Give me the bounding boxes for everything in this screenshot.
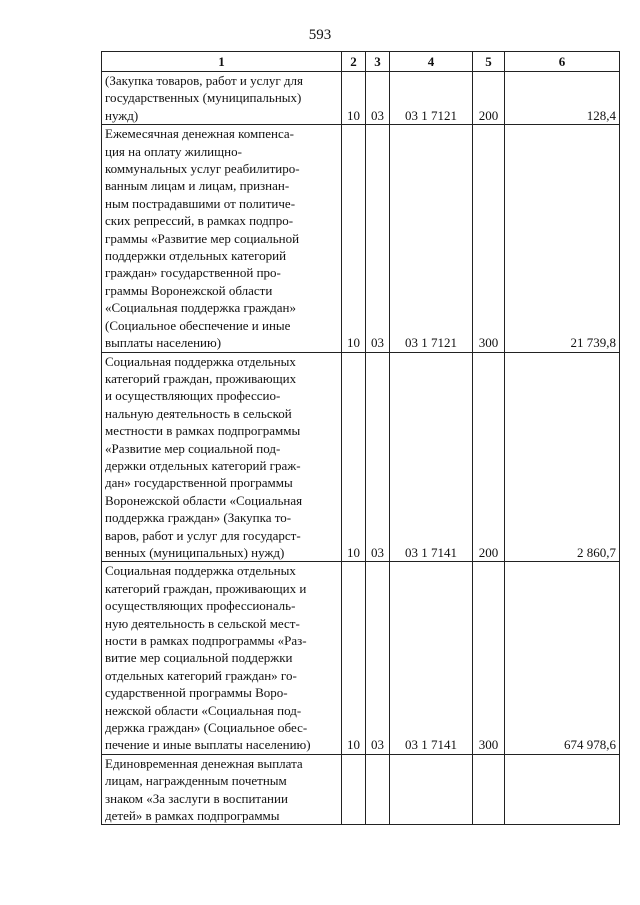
description-line: Единовременная денежная выплата — [105, 755, 303, 771]
amount-cell: 128,4 — [505, 72, 620, 125]
description-line: (Закупка товаров, работ и услуг для — [105, 73, 303, 88]
description-line: (Социальное обеспечение и иные — [105, 317, 291, 333]
description-line: поддержка граждан» (Закупка то- — [105, 510, 292, 526]
description-line: граждан» государственной про- — [105, 265, 281, 281]
description-line: держки отдельных категорий граж- — [105, 457, 301, 473]
table-row — [102, 754, 620, 825]
header-col-4: 4 — [390, 52, 473, 72]
description-line: категорий граждан, проживающих — [105, 370, 297, 386]
description-line: ным пострадавшими от политиче- — [105, 195, 296, 211]
table-row — [102, 125, 620, 352]
expense-type-code-cell: 300 — [473, 562, 505, 754]
description-line: печение и иные выплаты населению) — [105, 737, 311, 753]
section-code-cell: 10 — [342, 562, 366, 754]
description-line: Социальная поддержка отдельных — [105, 353, 296, 369]
expense-type-code-cell: 200 — [473, 352, 505, 562]
subsection-code-cell: 03 — [366, 72, 390, 125]
description-line: ция на оплату жилищно- — [105, 143, 242, 159]
section-code-cell: 10 — [342, 125, 366, 352]
target-article-code-cell — [390, 754, 473, 825]
description-line: «Развитие мер социальной под- — [105, 440, 281, 456]
description-line: ванным лицам и лицам, признан- — [105, 178, 290, 194]
target-article-code-cell: 03 1 7141 — [390, 352, 473, 562]
description-line: ную деятельность в сельской мест- — [105, 615, 300, 631]
description-line: местности в рамках подпрограммы — [105, 423, 301, 439]
description-line: коммунальных услуг реабилитиро- — [105, 161, 300, 177]
description-line: венных (муниципальных) нужд) — [105, 544, 285, 560]
header-col-3: 3 — [366, 52, 390, 72]
description-line: ских репрессий, в рамках подпро- — [105, 213, 294, 229]
description-line: и осуществляющих профессио- — [105, 388, 281, 404]
description-line: категорий граждан, проживающих и — [105, 580, 307, 596]
description-line: «Социальная поддержка граждан» — [105, 300, 296, 316]
description-line: варов, работ и услуг для государст- — [105, 527, 301, 543]
amount-cell: 2 860,7 — [505, 352, 620, 562]
description-line: витие мер социальной поддержки — [105, 650, 293, 666]
subsection-code-cell: 03 — [366, 562, 390, 754]
description-line: поддержки отдельных категорий — [105, 248, 287, 264]
subsection-code-cell: 03 — [366, 125, 390, 352]
row-description — [102, 562, 342, 754]
header-row — [102, 52, 620, 72]
section-code-cell: 10 — [342, 352, 366, 562]
description-line: ности в рамках подпрограммы «Раз- — [105, 633, 307, 648]
amount-cell — [505, 754, 620, 825]
description-line: знаком «За заслуги в воспитании — [105, 790, 288, 806]
expense-type-code-cell: 300 — [473, 125, 505, 352]
expense-type-code-cell — [473, 754, 505, 825]
amount-cell: 21 739,8 — [505, 125, 620, 352]
table-body — [102, 72, 620, 825]
subsection-code-cell — [366, 754, 390, 825]
section-code-cell: 10 — [342, 72, 366, 125]
description-line: граммы Воронежской области — [105, 282, 273, 298]
description-line: государственных (муниципальных) — [105, 90, 302, 106]
table-row — [102, 72, 620, 125]
description-line: граммы «Развитие мер социальной — [105, 230, 300, 246]
header-col-6: 6 — [505, 52, 620, 72]
description-line: Воронежской области «Социальная — [105, 492, 303, 508]
table-row — [102, 562, 620, 754]
description-line: сударственной программы Воро- — [105, 685, 288, 701]
header-col-2: 2 — [342, 52, 366, 72]
target-article-code-cell: 03 1 7121 — [390, 72, 473, 125]
section-code-cell — [342, 754, 366, 825]
budget-table — [101, 51, 620, 825]
description-line: держка граждан» (Социальное обес- — [105, 720, 308, 736]
target-article-code-cell: 03 1 7141 — [390, 562, 473, 754]
description-line: дан» государственной программы — [105, 475, 293, 491]
header-col-1: 1 — [102, 52, 342, 72]
target-article-code-cell: 03 1 7121 — [390, 125, 473, 352]
description-line: лицам, награжденным почетным — [105, 773, 287, 789]
description-line: осуществляющих профессиональ- — [105, 598, 296, 614]
description-line: детей» в рамках подпрограммы — [105, 808, 280, 824]
row-description — [102, 72, 342, 125]
description-line: нежской области «Социальная под- — [105, 702, 302, 718]
row-description — [102, 754, 342, 825]
description-line: Социальная поддержка отдельных — [105, 563, 296, 579]
amount-cell: 674 978,6 — [505, 562, 620, 754]
row-description — [102, 125, 342, 352]
description-line: нальную деятельность в сельской — [105, 405, 292, 421]
expense-type-code-cell: 200 — [473, 72, 505, 125]
page-number: 593 — [308, 27, 332, 43]
description-line: отдельных категорий граждан» го- — [105, 667, 297, 683]
subsection-code-cell: 03 — [366, 352, 390, 562]
description-line: Ежемесячная денежная компенса- — [105, 126, 294, 142]
description-line: выплаты населению) — [105, 335, 222, 351]
row-description — [102, 352, 342, 562]
description-line: нужд) — [105, 107, 139, 123]
table-row — [102, 352, 620, 562]
header-col-5: 5 — [473, 52, 505, 72]
